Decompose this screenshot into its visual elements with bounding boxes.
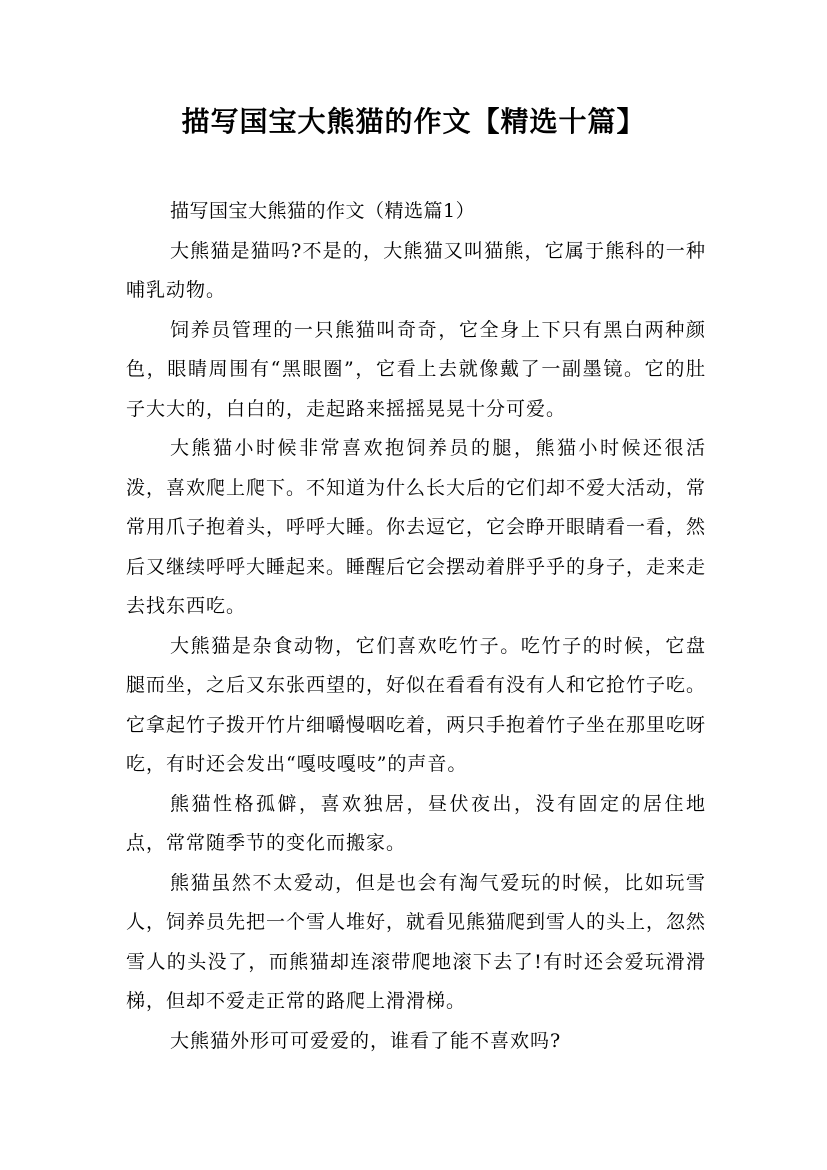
document-body [126, 192, 706, 1061]
paragraph: 大熊猫是猫吗?不是的，大熊猫又叫猫熊，它属于熊科的一种哺乳动物。 [126, 239, 706, 301]
paragraph: 大熊猫是杂食动物，它们喜欢吃竹子。吃竹子的时候，它盘腿而坐，之后又东张西望的，好似在看看有没有人和它抢竹子吃。它拿起竹子拨开竹片细嚼慢咽吃着，两只手抱着竹子坐在那里吃呀吃，有时还会发出“嘎吱嘎吱”的声音。 [126, 634, 707, 775]
paragraph: 饲养员管理的一只熊猫叫奇奇，它全身上下只有黑白两种颜色，眼睛周围有“黑眼圈”，它看上去就像戴了一副墨镜。它的肚子大大的，白白的，走起路来摇摇晃晃十分可爱。 [126, 318, 706, 420]
paragraph: 熊猫性格孤僻，喜欢独居，昼伏夜出，没有固定的居住地点，常常随季节的变化而搬家。 [126, 792, 706, 854]
paragraph: 大熊猫小时候非常喜欢抱饲养员的腿，熊猫小时候还很活泼，喜欢爬上爬下。不知道为什么长大后的它们却不爱大活动，常常用爪子抱着头，呼呼大睡。你去逗它，它会睁开眼睛看一看，然后又继续呼呼大睡起来。睡醒后它会摆动着胖乎乎的身子，走来走去找东西吃。 [126, 437, 707, 617]
paragraph: 大熊猫外形可可爱爱的，谁看了能不喜欢吗? [170, 1029, 562, 1052]
section-heading: 描写国宝大熊猫的作文（精选篇1） [170, 200, 476, 222]
paragraph: 熊猫虽然不太爱动，但是也会有淘气爱玩的时候，比如玩雪人，饲养员先把一个雪人堆好，就看见熊猫爬到雪人的头上，忽然雪人的头没了，而熊猫却连滚带爬地滚下去了!有时还会爱玩滑滑梯，但却不爱走正常的路爬上滑滑梯。 [126, 871, 707, 1012]
document-title: 描写国宝大熊猫的作文【精选十篇】 [181, 105, 646, 138]
